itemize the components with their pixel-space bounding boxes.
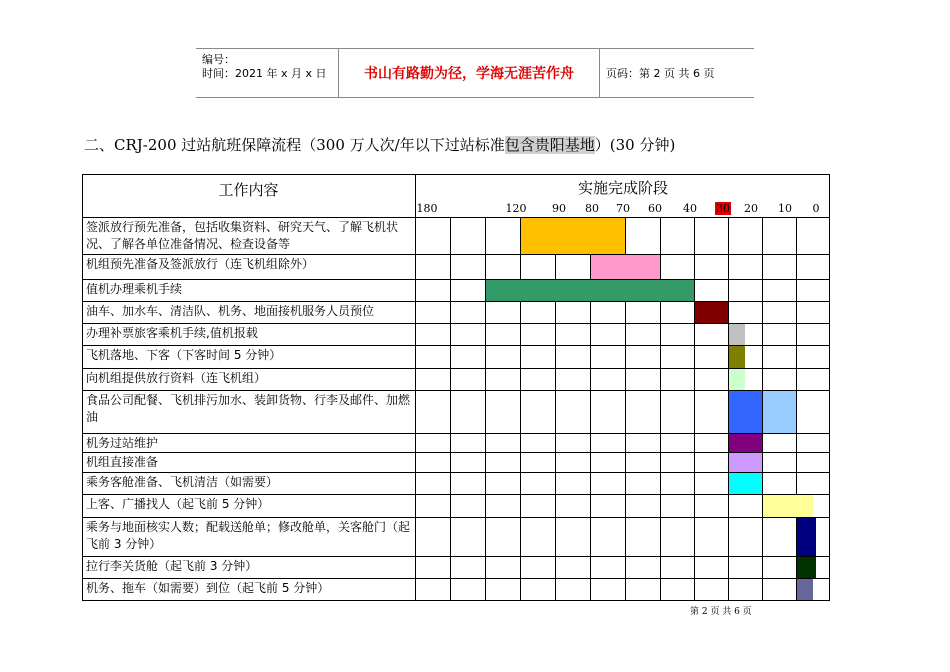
section-title (84, 134, 675, 155)
grid-column-line (660, 217, 661, 600)
motto: 书山有路勤为径，学海无涯苦作舟 (339, 49, 600, 97)
row-line (82, 578, 830, 579)
gantt-bar (729, 391, 762, 433)
gantt-bar (729, 324, 745, 345)
gantt-bar (729, 346, 745, 368)
task-label: 飞机落地、下客（下客时间 5 分钟） (86, 348, 282, 362)
time-tick-label: 60 (648, 202, 662, 215)
task-label: 机组预先准备及签派放行（连飞机组除外） (86, 257, 315, 271)
time-tick-label: 10 (778, 202, 792, 215)
table-border-left (82, 174, 83, 600)
grid-column-line (450, 217, 451, 600)
gantt-bar (729, 369, 745, 390)
time-tick-label: 80 (585, 202, 599, 215)
task-label: 上客、广播找人（起飞前 5 分钟） (86, 497, 270, 511)
serial-label: 编号： (202, 53, 235, 66)
row-line (82, 433, 830, 434)
header-meta-cell (196, 49, 339, 97)
gantt-bar (591, 255, 660, 279)
row-line (82, 279, 830, 280)
work-content-header: 工作内容 (218, 180, 279, 199)
task-label: 办理补票旅客乘机手续,值机报载 (86, 326, 258, 340)
time-tick-label: 90 (552, 202, 566, 215)
process-gantt-table (82, 174, 830, 600)
time-tick-label: 30 (716, 202, 730, 215)
time-tick-label: 20 (744, 202, 758, 215)
time-tick-label: 70 (616, 202, 630, 215)
grid-column-line (520, 217, 521, 600)
task-label: 向机组提供放行资料（连飞机组） (86, 371, 267, 385)
time-tick-label: 40 (683, 202, 697, 215)
task-label: 油车、加水车、清洁队、机务、地面接机服务人员预位 (86, 304, 375, 318)
gantt-bar (729, 453, 762, 472)
task-label: 机务过站维护 (86, 436, 159, 450)
task-label: 签派放行预先准备，包括收集资料、研究天气、了解飞机状况、了解各单位准备情况、检查设备等 (86, 220, 399, 251)
gantt-bar (797, 518, 816, 556)
gantt-bar (486, 280, 694, 301)
task-label: 机务、拖车（如需要）到位（起飞前 5 分钟） (86, 581, 330, 595)
gantt-bar (797, 557, 816, 578)
task-label: 拉行李关货舱（起飞前 3 分钟） (86, 559, 258, 573)
row-line (82, 472, 830, 473)
table-border-top (82, 174, 830, 175)
page-header (196, 48, 754, 98)
task-label: 值机办理乘机手续 (86, 282, 183, 296)
row-line (82, 517, 830, 518)
time-label: 时间：2021 年 x 月 x 日 (202, 67, 327, 80)
section-title-highlight: 包含贵阳基地 (504, 136, 595, 154)
completion-stage-header: 实施完成阶段 (577, 178, 668, 197)
time-tick-label: 180 (416, 202, 438, 215)
grid-column-line (555, 217, 556, 600)
row-line (82, 556, 830, 557)
section-title-prefix: 二、CRJ-200 过站航班保障流程（300 万人次/年以下过站标准 (84, 136, 505, 154)
task-label: 食品公司配餐、飞机排污加水、装卸货物、行李及邮件、加燃油 (86, 393, 411, 424)
time-tick-label: 0 (812, 202, 820, 215)
table-border-right (829, 174, 830, 600)
row-line (82, 254, 830, 255)
header-divider (415, 174, 416, 600)
grid-column-line (694, 217, 695, 600)
row-line (82, 494, 830, 495)
page-info: 页码：第 2 页 共 6 页 (606, 67, 715, 80)
gantt-bar (797, 579, 813, 600)
row-line (82, 345, 830, 346)
header-bottom-line (82, 217, 830, 218)
task-label: 乘务客舱准备、飞机清洁（如需要） (86, 475, 279, 489)
section-title-suffix: ）(30 分钟) (594, 136, 676, 154)
row-line (82, 368, 830, 369)
row-line (82, 600, 830, 601)
page-footer: 第 2 页 共 6 页 (690, 607, 752, 617)
row-line (82, 390, 830, 391)
gantt-bar (763, 495, 813, 517)
grid-column-line (485, 217, 486, 600)
gantt-bar (729, 434, 762, 452)
gantt-bar (729, 473, 762, 494)
time-tick-label: 120 (505, 202, 527, 215)
row-line (82, 452, 830, 453)
row-line (82, 323, 830, 324)
gantt-bar (763, 391, 796, 433)
gantt-bar (695, 302, 728, 323)
task-label: 机组直接准备 (86, 455, 159, 469)
gantt-bar (521, 218, 625, 254)
task-label: 乘务与地面核实人数；配载送舱单；修改舱单，关客舱门（起飞前 3 分钟） (86, 520, 411, 551)
